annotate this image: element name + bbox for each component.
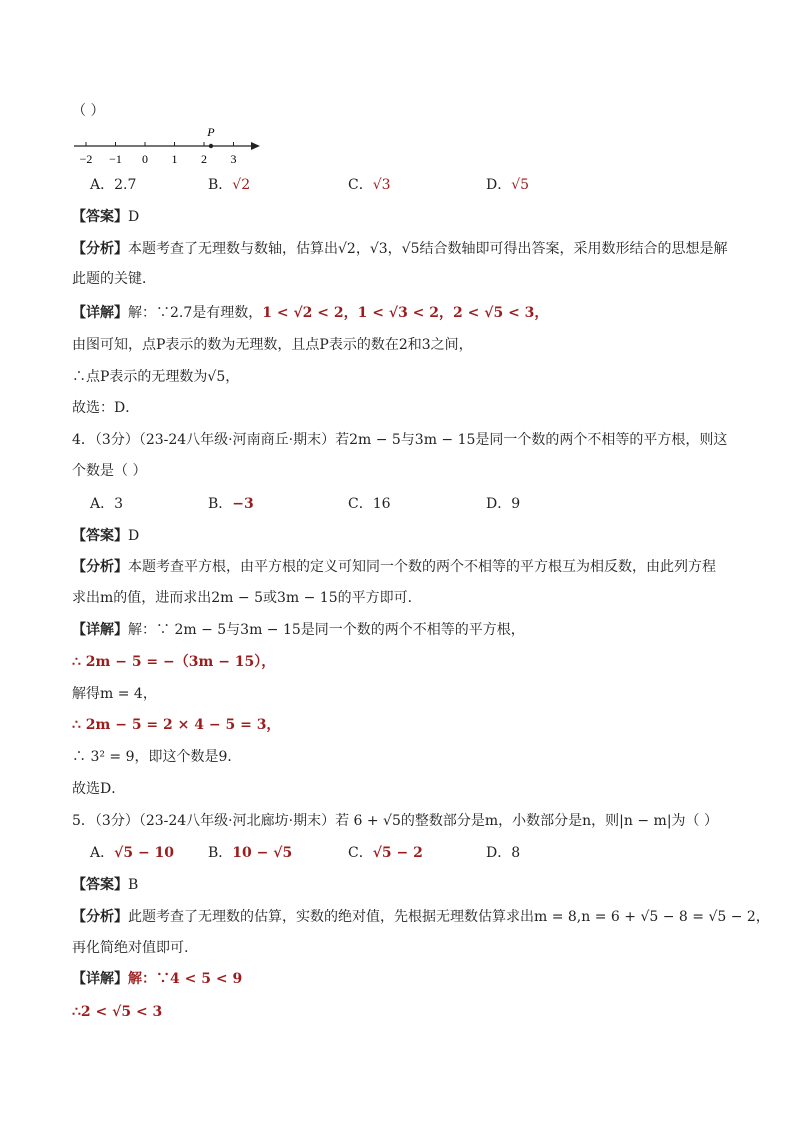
q4-detail-line-2: ∴ 2m − 5 = −（3m − 15）， — [72, 654, 276, 670]
q4-option-c[interactable] — [348, 493, 391, 515]
option-text: −3 — [232, 496, 254, 512]
number-line-tick-label: 3 — [230, 152, 237, 166]
option-letter: A． — [90, 177, 115, 193]
q5-detail-line-2: ∴2 < √5 < 3 — [72, 1004, 163, 1020]
detail-text: 解：∵4 < 5 < 9 — [128, 971, 243, 987]
q4-stem-line-1: 4．（3分）（23-24八年级·河南商丘·期末）若2m − 5与3m − 15是同一个数的两个不相等的平方根，则这 — [72, 432, 728, 448]
q4-detail-line-6: 故选D． — [72, 781, 126, 797]
q4-detail-line-1 — [72, 619, 525, 641]
option-text: 3 — [114, 496, 124, 512]
q3-detail-line-4: 故选：D． — [72, 400, 140, 416]
detail-text: 解：∵ 2m − 5与3m − 15是同一个数的两个不相等的平方根， — [128, 622, 525, 638]
q4-detail-line-3: 解得m = 4， — [72, 686, 157, 702]
number-line — [70, 122, 270, 168]
q3-detail-line-3: ∴点P表示的无理数为√5， — [72, 369, 240, 385]
q5-option-c[interactable] — [348, 842, 423, 864]
answer-value: D — [128, 209, 140, 225]
q3-detail-line-2: 由图可知，点P表示的数为无理数，且点P表示的数在2和3之间， — [72, 337, 473, 353]
q3-option-b[interactable] — [208, 174, 250, 196]
option-letter: A． — [90, 845, 115, 861]
analysis-label: 【分析】 — [72, 559, 128, 575]
analysis-text: 此题考查了无理数的估算，实数的绝对值，先根据无理数估算求出m = 8,n = 6 + √5 − 8 = √5 − 2， — [128, 909, 770, 925]
option-letter: B． — [208, 496, 233, 512]
q3-option-a[interactable] — [90, 174, 136, 196]
option-letter: C． — [348, 496, 373, 512]
q4-analysis-line-2: 求出m的值，进而求出2m − 5或3m − 15的平方即可． — [72, 590, 422, 606]
q4-option-b[interactable] — [208, 493, 254, 515]
number-line-tick-label: −1 — [109, 152, 122, 166]
option-letter: D． — [486, 177, 512, 193]
q5-analysis-line-2: 再化简绝对值即可. — [72, 940, 189, 956]
q4-option-d[interactable] — [486, 493, 520, 515]
q3-option-d[interactable] — [486, 174, 529, 196]
detail-label: 【详解】 — [72, 305, 128, 321]
analysis-label: 【分析】 — [72, 909, 128, 925]
q4-answer — [72, 525, 139, 547]
option-text: 8 — [511, 845, 521, 861]
option-text: 16 — [372, 496, 391, 512]
q5-answer — [72, 874, 138, 896]
q4-stem-line-2: 个数是（ ） — [72, 463, 147, 479]
option-text: √5 — [511, 177, 530, 193]
option-text: 9 — [511, 496, 521, 512]
option-letter: A． — [90, 496, 115, 512]
option-letter: D． — [486, 496, 512, 512]
answer-label: 【答案】 — [72, 877, 128, 893]
q4-analysis-line-1 — [72, 556, 716, 578]
detail-label: 【详解】 — [72, 971, 128, 987]
q5-option-a[interactable] — [90, 842, 174, 864]
number-line-point-p — [209, 144, 213, 148]
q5-stem: 5．（3分）（23-24八年级·河北廊坊·期末）若 6 + √5的整数部分是m，小数部分是n，则|n − m|为（ ） — [72, 813, 718, 829]
option-letter: C． — [348, 845, 373, 861]
number-line-tick-label: 0 — [142, 152, 148, 166]
detail-text: 解：∵2.7是有理数， — [128, 305, 263, 321]
analysis-label: 【分析】 — [72, 241, 128, 257]
option-text: 10 − √5 — [232, 845, 293, 861]
detail-label: 【详解】 — [72, 622, 128, 638]
q3-analysis-line-2: 此题的关键． — [72, 271, 156, 287]
option-letter: C． — [348, 177, 373, 193]
option-letter: B． — [208, 177, 233, 193]
q4-option-a[interactable] — [90, 493, 123, 515]
analysis-text: 本题考查平方根，由平方根的定义可知同一个数的两个不相等的平方根互为相反数，由此列方程 — [128, 559, 716, 575]
q3-option-c[interactable] — [348, 174, 391, 196]
option-text: √2 — [232, 177, 251, 193]
number-line-tick-label: 1 — [171, 152, 178, 166]
number-line-tick-label: 2 — [201, 152, 207, 166]
option-letter: B． — [208, 845, 233, 861]
analysis-text: 本题考查了无理数与数轴，估算出√2，√3，√5结合数轴即可得出答案，采用数形结合的思想是解 — [128, 241, 728, 257]
answer-label: 【答案】 — [72, 528, 128, 544]
q3-analysis-line-1 — [72, 238, 727, 260]
answer-value: B — [128, 877, 139, 893]
detail-math: 1 < √2 < 2，1 < √3 < 2，2 < √5 < 3， — [262, 305, 549, 321]
number-line-arrow-icon — [251, 142, 260, 150]
q5-option-b[interactable] — [208, 842, 292, 864]
option-letter: D． — [486, 845, 512, 861]
number-line-tick-label: −2 — [79, 152, 93, 166]
q3-paren: （ ） — [72, 103, 105, 119]
q5-option-d[interactable] — [486, 842, 520, 864]
q5-detail-line-1 — [72, 968, 242, 990]
q3-answer — [72, 206, 139, 228]
option-text: 2.7 — [114, 177, 137, 193]
option-text: √5 − 10 — [114, 845, 175, 861]
q4-detail-line-5: ∴ 3² = 9，即这个数是9． — [72, 749, 242, 765]
q3-detail-line-1 — [72, 302, 548, 324]
option-text: √5 − 2 — [372, 845, 423, 861]
answer-label: 【答案】 — [72, 209, 128, 225]
number-line-point-label: P — [207, 125, 215, 139]
option-text: √3 — [372, 177, 391, 193]
q4-detail-line-4: ∴ 2m − 5 = 2 × 4 − 5 = 3， — [72, 717, 281, 733]
answer-value: D — [128, 528, 140, 544]
q5-analysis-line-1 — [72, 906, 770, 928]
